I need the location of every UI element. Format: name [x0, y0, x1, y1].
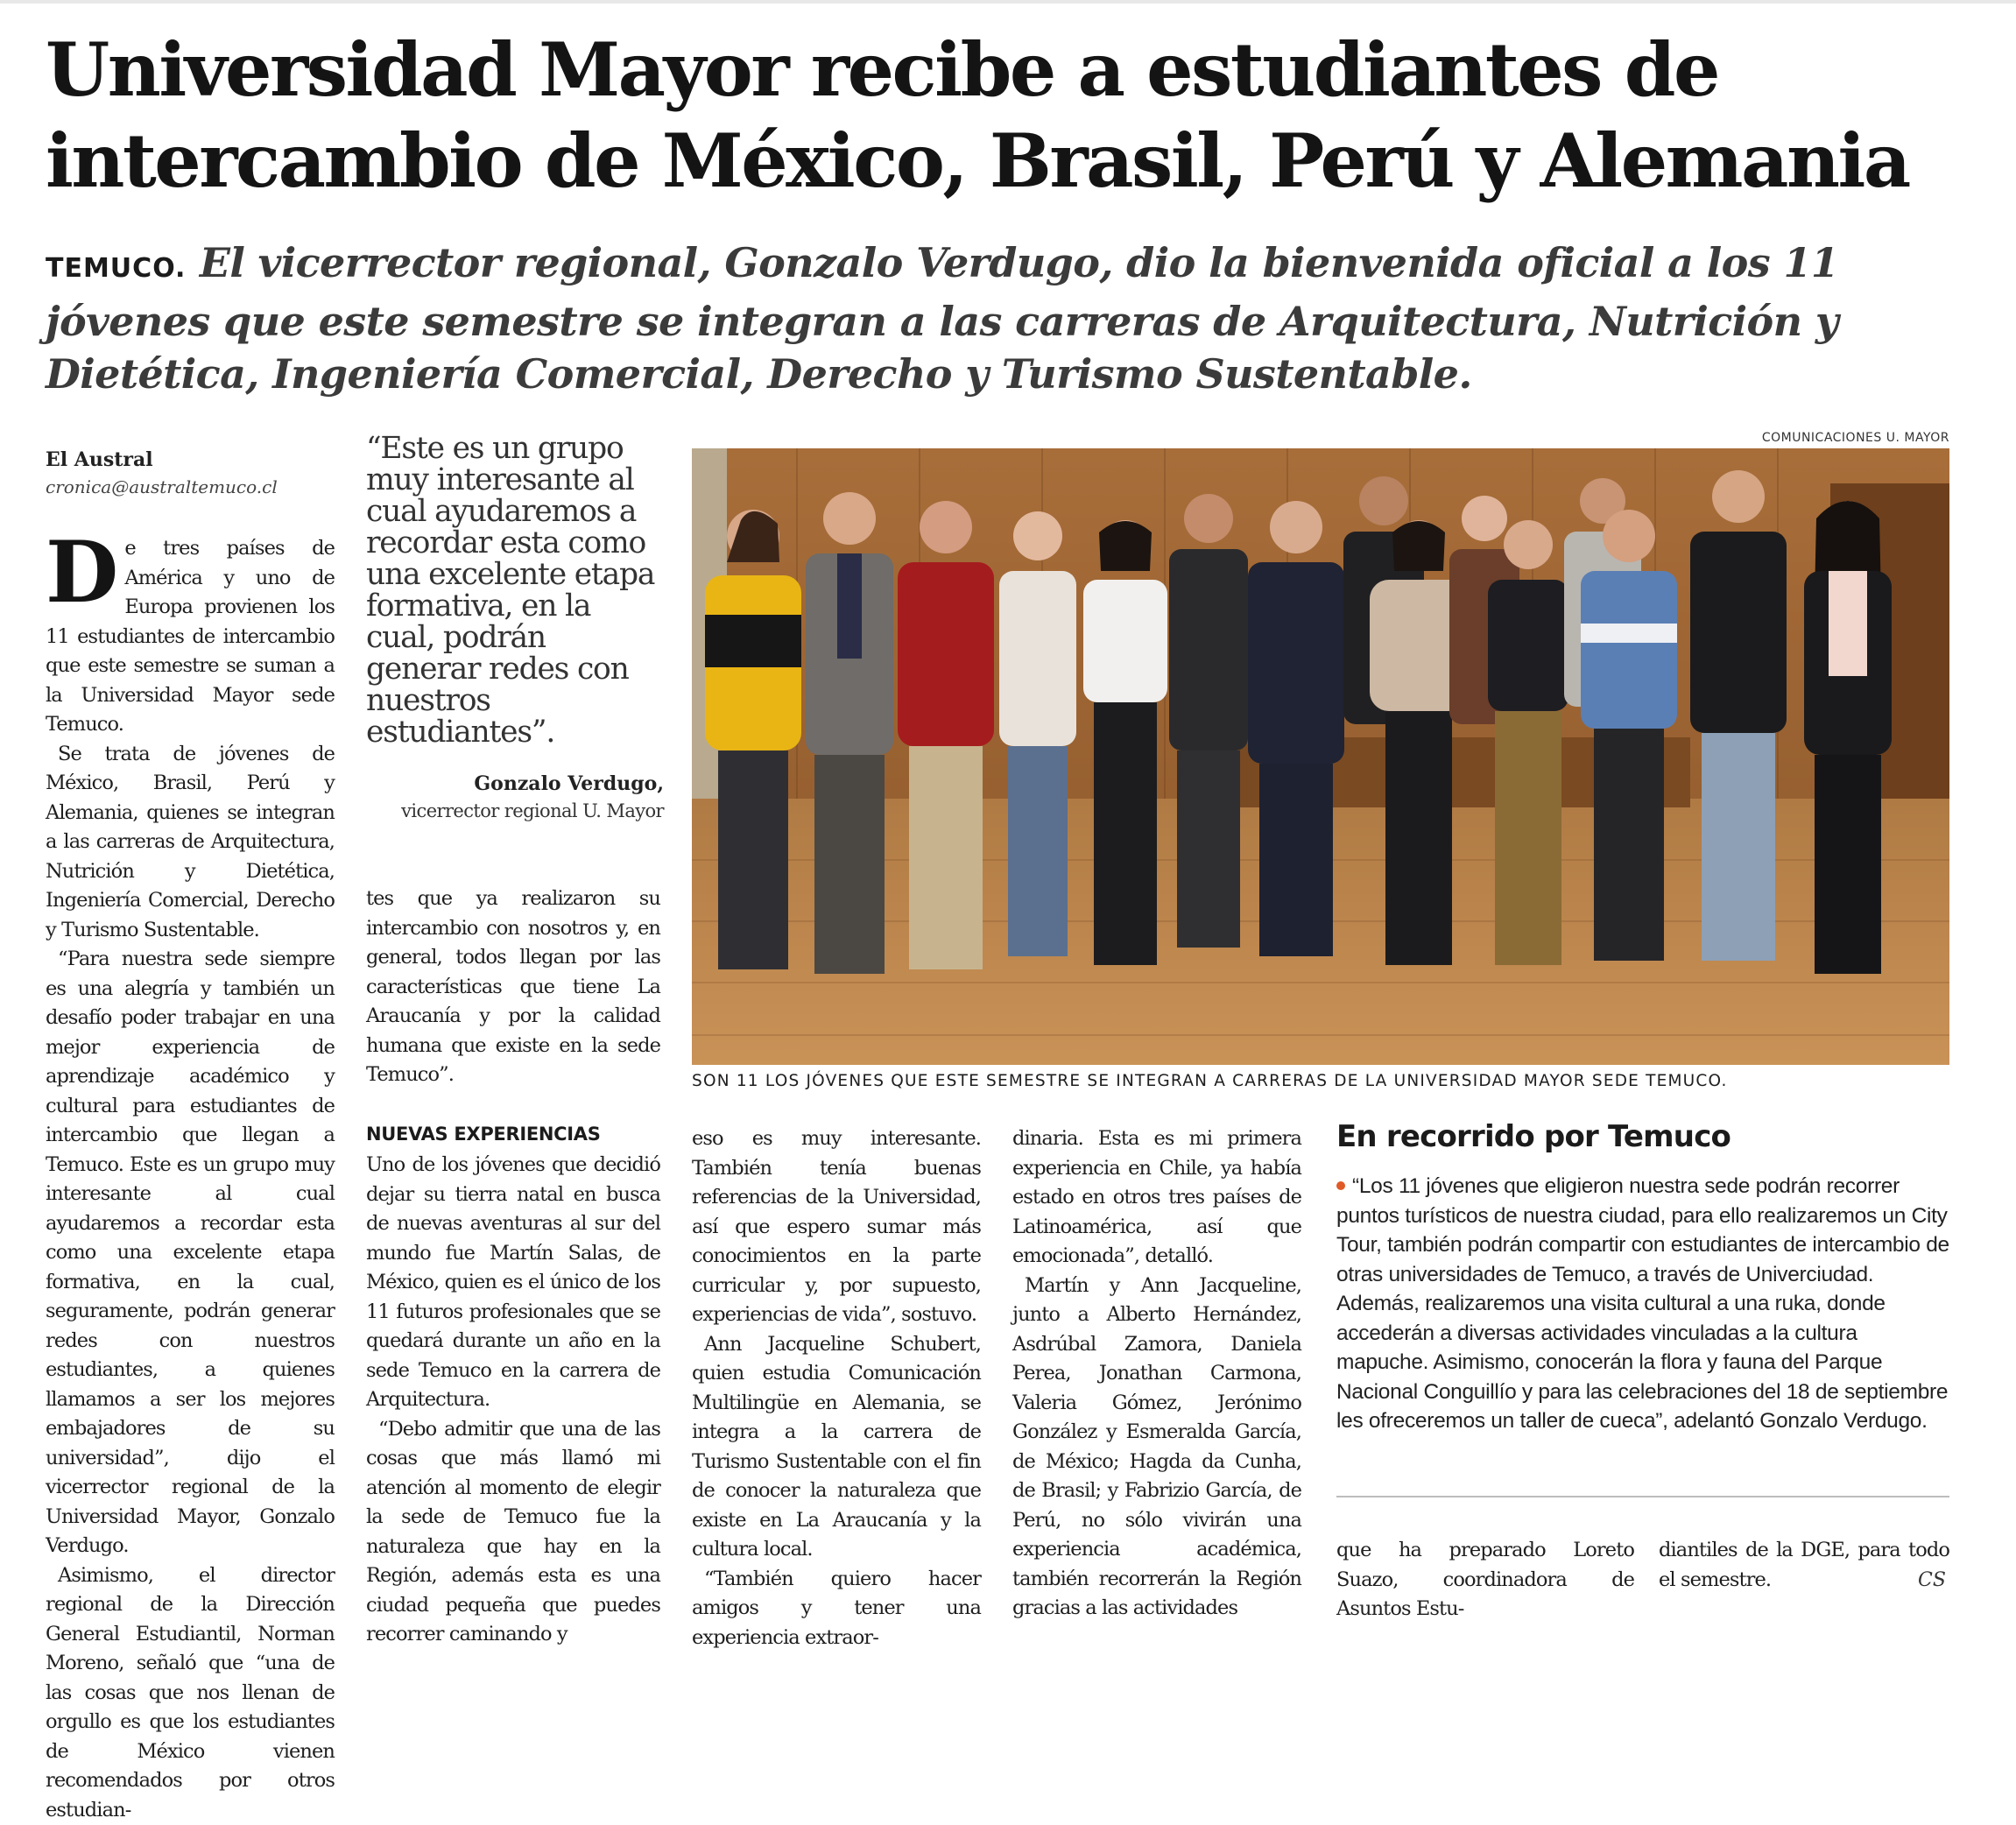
pull-quote-text: “Este es un grupo muy interesante al cual ayudaremos a recordar esta como una excelente etapa formativa, en la cual, podrán generar redes con nuestros estudiantes”. [366, 433, 664, 748]
bullet-icon [1336, 1181, 1345, 1190]
sidebar-divider [1336, 1496, 1949, 1497]
col4-paragraph-2: Martín y Ann Jacqueline, junto a Alberto Hernández, Asdrúbal Zamora, Daniela Perea, Jonathan Carmona, Valeria Gómez, Jerónimo González y Esmeralda García, de México; Hagda da Cunha, de Brasil; y Fabrizio García, de Perú, no sólo vivirán una experiencia académica, también recorrerán la Región gracias a las actividades [1012, 1272, 1301, 1624]
pull-quote [366, 433, 664, 821]
photo-credit: COMUNICACIONES U. MAYOR [1489, 431, 1949, 445]
article-column-1 [46, 534, 335, 1603]
sidebar-title: En recorrido por Temuco [1336, 1119, 1949, 1154]
kicker: TEMUCO. [46, 253, 186, 284]
col2-paragraph-3: “Debo admitir que una de las cosas que más llamó mi atención al momento de elegir la sede de Temuco fue la naturaleza que hay en la Región, además esta es una ciudad pequeña que puedes recorrer caminando y [366, 1415, 660, 1650]
headline [46, 25, 1972, 207]
article-column-2 [366, 884, 660, 1603]
col1-paragraph-3: “Para nuestra sede siempre es una alegría y también un desafío poder trabajar en una mejor experiencia de aprendizaje académico y cultural para estudiantes de intercambio que llegan a Temuco. Este es un grupo muy interesante al cual ayudaremos a recordar esta como una excelente etapa formativa, en la cual, seguramente, podrán generar redes con nuestros estudiantes, a quienes llamamos a ser los mejores embajadores de su universidad”, dijo el vicerrector regional de la Universidad Mayor, Gonzalo Verdugo. [46, 945, 335, 1561]
col3-paragraph-2: Ann Jacqueline Schubert, quien estudia Comunicación Multilingüe en Alemania, se integra a la carrera de Turismo Sustentable con el fin de conocer la naturaleza que existe en La Araucanía y la cultura local. [692, 1330, 981, 1565]
headline-line-1: Universidad Mayor recibe a estudiantes de [46, 25, 1972, 116]
lead-paragraph [46, 236, 1972, 400]
group-photo [692, 448, 1949, 1065]
top-border [0, 0, 2016, 4]
pull-quote-author: Gonzalo Verdugo, [366, 772, 664, 795]
sidebar-text: “Los 11 jóvenes que eligieron nuestra sede podrán recorrer puntos turísticos de nuestra ciudad, para ello realizaremos un City Tour, también podrán compartir con estudiantes de intercambio de otras universidades de Temuco, a través de Univerciudad. Además, realizaremos una visita cultural a una ruka, donde accederán a diversas actividades vinculadas a la cultura mapuche. Asimismo, conocerán la flora y fauna del Parque Nacional Conguillío y para las celebraciones del 18 de septiembre les ofreceremos un taller de cueca”, adelantó Gonzalo Verdugo. [1336, 1174, 1949, 1433]
end-mark: CS [1918, 1569, 1946, 1591]
article-column-4 [1012, 1124, 1301, 1603]
sidebar-box [1336, 1119, 1949, 1436]
col1-paragraph-2: Se trata de jóvenes de México, Brasil, Perú y Alemania, quienes se integran a las carreras de Arquitectura, Nutrición y Dietética, Ingeniería Comercial, Derecho y Turismo Sustentable. [46, 740, 335, 946]
sidebar-body [1336, 1172, 1949, 1436]
article-column-5 [1336, 1536, 1634, 1606]
group-photo-illustration [692, 448, 1949, 1065]
pull-quote-role: vicerrector regional U. Mayor [366, 800, 664, 821]
photo-caption: SON 11 LOS JÓVENES QUE ESTE SEMESTRE SE INTEGRAN A CARRERAS DE LA UNIVERSIDAD MAYOR SEDE TEMUCO. [692, 1072, 1949, 1090]
headline-line-2: intercambio de México, Brasil, Perú y Alemania [46, 116, 1972, 207]
col2-paragraph-2: Uno de los jóvenes que decidió dejar su tierra natal en busca de nuevas aventuras al sur del mundo fue Martín Salas, de México, quien es el único de los 11 futuros profesionales que se quedará durante un año en la sede Temuco en la carrera de Arquitectura. [366, 1151, 660, 1415]
byline-email: cronica@australtemuco.cl [46, 476, 343, 497]
col6-paragraph-1: diantiles de la DGE, para todo el semestre. [1659, 1536, 1949, 1595]
article-column-3 [692, 1124, 981, 1603]
col3-paragraph-3: “También quiero hacer amigos y tener una experiencia extraor- [692, 1565, 981, 1653]
col1-paragraph-1: e tres países de América y uno de Europa provienen los 11 estudiantes de intercambio que este semestre se suman a la Universidad Mayor sede Temuco. [46, 537, 335, 736]
col1-paragraph-4: Asimismo, el director regional de la Dirección General Estudiantil, Norman Moreno, señaló que “una de las cosas que nos llenan de orgullo es que los estudiantes de México vienen recomendados por otros estudian- [46, 1561, 335, 1825]
article-column-6 [1659, 1536, 1949, 1606]
col2-paragraph-1: tes que ya realizaron su intercambio con nosotros y, en general, todos llegan por las características que tiene La Araucanía y por la calidad humana que existe en la sede Temuco”. [366, 884, 660, 1090]
col4-paragraph-1: dinaria. Esta es mi primera experiencia en Chile, ya había estado en otros tres países de Latinoamérica, así que emocionada”, detalló. [1012, 1124, 1301, 1272]
lead-text: El vicerrector regional, Gonzalo Verdugo, dio la bienvenida oficial a los 11 jóvenes que este semestre se integran a las carreras de Arquitectura, Nutrición y Dietética, Ingeniería Comercial, Derecho y Turismo Sustentable. [46, 239, 1838, 398]
byline-name: El Austral [46, 448, 343, 471]
drop-cap: D [46, 538, 117, 608]
col5-paragraph-1: que ha preparado Loreto Suazo, coordinadora de Asuntos Estu- [1336, 1536, 1634, 1624]
col3-paragraph-1: eso es muy interesante. También tenía buenas referencias de la Universidad, así que espero sumar más conocimientos en la parte curricular y, por supuesto, experiencias de vida”, sostuvo. [692, 1124, 981, 1330]
section-subhead: NUEVAS EXPERIENCIAS [366, 1120, 660, 1150]
byline [46, 448, 343, 497]
